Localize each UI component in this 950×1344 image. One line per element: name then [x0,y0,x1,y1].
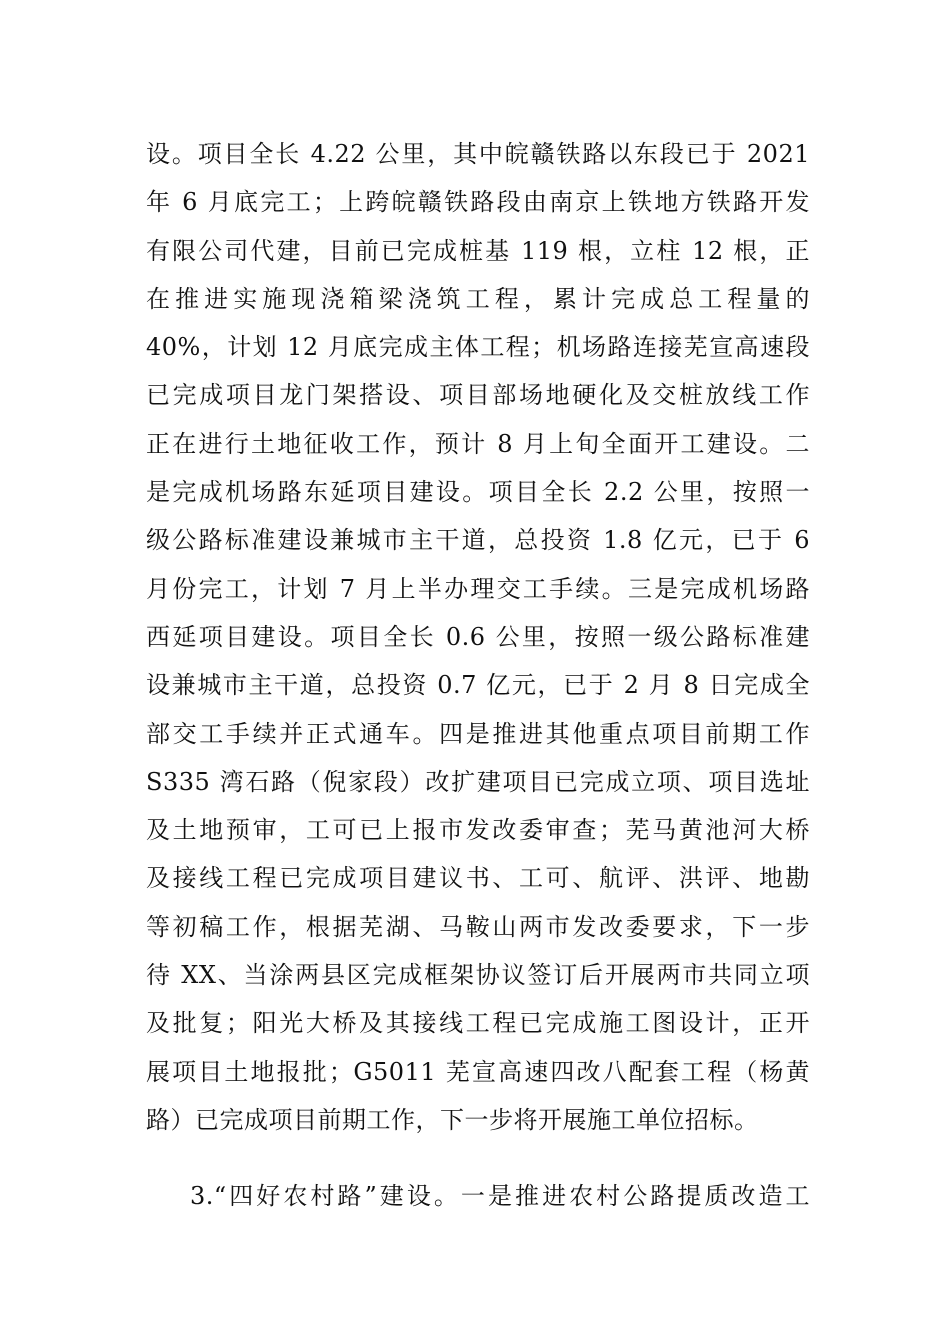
text-line: 设。项目全长 4.22 公里，其中皖赣铁路以东段已于 2021 [146,140,810,168]
text-line: 路）已完成项目前期工作，下一步将开展施工单位招标。 [146,1105,759,1134]
text-line: 及批复；阳光大桥及其接线工程已完成施工图设计，正开 [146,1009,810,1038]
text-line: 40%，计划 12 月底完成主体工程；机场路连接芜宣高速段 [146,333,810,362]
text-line: 正在进行土地征收工作，预计 8 月上旬全面开工建设。二 [146,429,810,458]
text-line: 等初稿工作，根据芜湖、马鞍山两市发改委要求，下一步 [146,912,810,941]
text-line: 级公路标准建设兼城市主干道，总投资 1.8 亿元，已于 6 [146,526,810,555]
text-line: 及土地预审，工可已上报市发改委审查；芜马黄池河大桥 [146,816,810,845]
text-line: 及接线工程已完成项目建议书、工可、航评、洪评、地勘 [146,864,810,893]
text-line: S335 湾石路（倪家段）改扩建项目已完成立项、项目选址 [146,767,810,796]
text-line: 设兼城市主干道，总投资 0.7 亿元，已于 2 月 8 日完成全 [146,671,810,700]
section-heading-line: 3.“四好农村路”建设。一是推进农村公路提质改造工 [190,1182,810,1210]
section-paragraph [146,1172,810,1220]
text-line: 月份完工，计划 7 月上半办理交工手续。三是完成机场路 [146,574,810,603]
paragraph-body [146,130,810,1144]
text-line: 已完成项目龙门架搭设、项目部场地硬化及交桩放线工作 [146,381,810,410]
text-line: 在推进实施现浇箱梁浇筑工程，累计完成总工程量的 [146,284,810,313]
text-line: 待 XX、当涂两县区完成框架协议签订后开展两市共同立项 [146,961,810,990]
text-line: 年 6 月底完工；上跨皖赣铁路段由南京上铁地方铁路开发 [146,188,810,217]
text-line: 有限公司代建，目前已完成桩基 119 根，立柱 12 根，正 [146,236,810,265]
text-line: 是完成机场路东延项目建设。项目全长 2.2 公里，按照一 [146,478,810,507]
text-line: 西延项目建设。项目全长 0.6 公里，按照一级公路标准建 [146,622,810,651]
text-line: 展项目土地报批；G5011 芜宣高速四改八配套工程（杨黄 [146,1057,810,1086]
text-line: 部交工手续并正式通车。四是推进其他重点项目前期工作 [146,719,810,748]
